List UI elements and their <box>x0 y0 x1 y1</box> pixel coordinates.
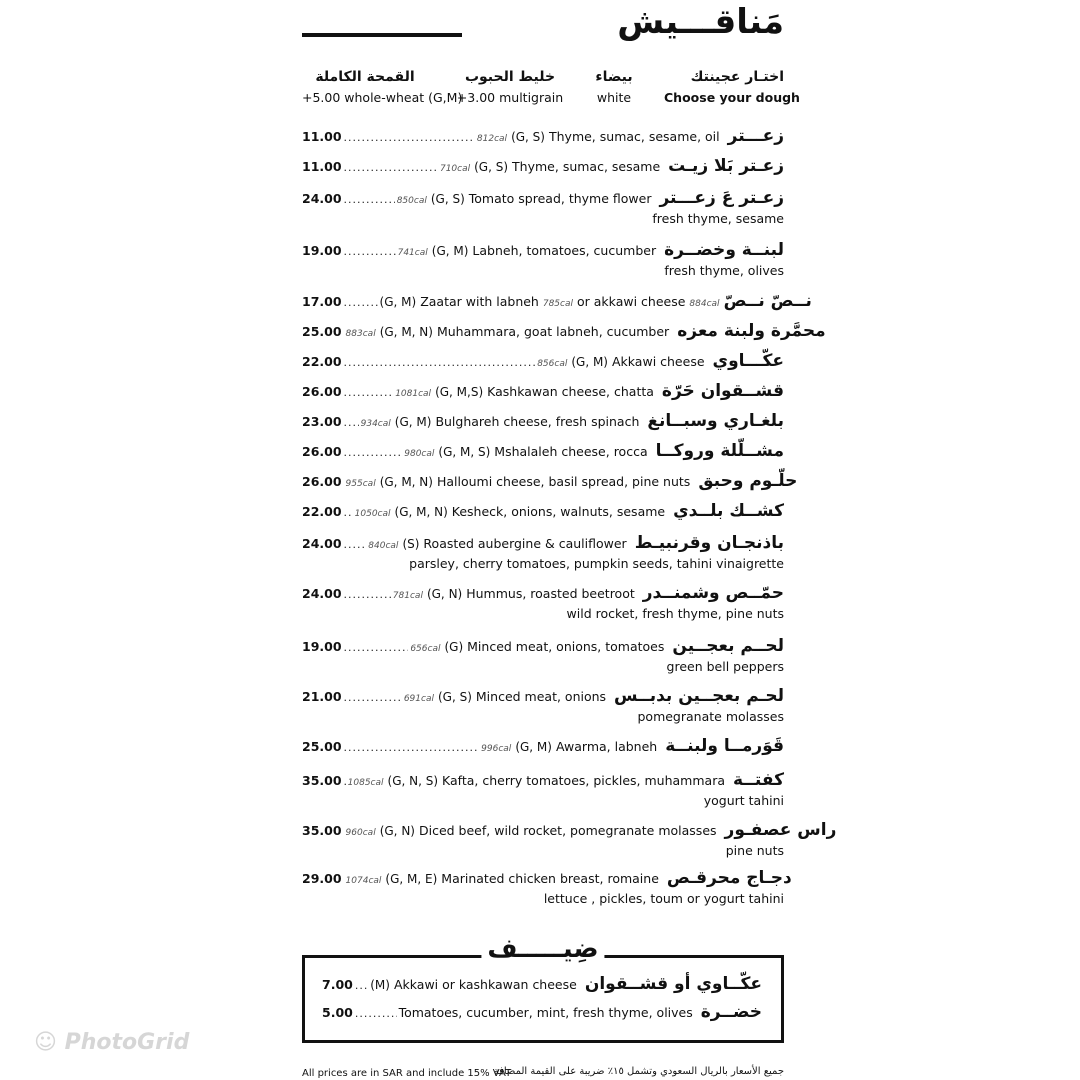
item-description: Roasted aubergine & cauliflower <box>423 536 627 551</box>
menu-item <box>302 439 784 463</box>
menu-title-block <box>302 2 784 42</box>
menu-item <box>302 531 784 573</box>
menu-item <box>302 866 792 908</box>
item-description-cont: parsley, cherry tomatoes, pumpkin seeds, tahini vinaigrette <box>409 556 784 571</box>
item-price: 22.00 <box>302 354 342 369</box>
item-name: لبنــة وخضــرة <box>664 240 784 260</box>
title-rule <box>302 33 462 37</box>
item-price: 22.00 <box>302 504 342 519</box>
footer-vat-note-en: All prices are in SAR and include 15% VAT <box>302 1068 512 1079</box>
menu-item <box>302 684 784 726</box>
dot-leader <box>344 156 438 180</box>
item-calories: 710cal <box>439 164 471 174</box>
guest-item <box>322 972 762 996</box>
item-description: Bulghareh cheese, fresh spinach <box>435 414 640 429</box>
item-price: 7.00 <box>322 977 353 992</box>
item-name: حمّــص وشمنــدر <box>642 583 784 603</box>
dough-option-ar: القمحة الكاملة <box>315 69 415 85</box>
dough-option-multigrain <box>454 66 566 108</box>
item-description: Labneh, tomatoes, cucumber <box>472 243 657 258</box>
dot-leader <box>344 686 402 710</box>
item-allergens: (G, M, N) <box>379 325 433 339</box>
item-calories: 996cal <box>481 744 512 754</box>
item-price: 29.00 <box>302 871 342 886</box>
item-description-cont: fresh thyme, sesame <box>652 211 784 226</box>
item-calories: 1050cal <box>354 509 391 519</box>
item-price: 23.00 <box>302 414 342 429</box>
dough-option-whole-wheat <box>302 66 463 108</box>
dough-option-en: +3.00 multigrain <box>456 90 564 105</box>
item-allergens: (S) <box>402 537 420 551</box>
guest-item <box>322 1000 762 1024</box>
item-allergens: (G, N) <box>426 587 463 601</box>
dot-leader <box>355 974 368 998</box>
dot-leader <box>344 351 536 375</box>
item-description: Zaatar with labneh <box>420 294 539 309</box>
item-calories: 840cal <box>368 541 399 551</box>
item-allergens: (G, M, N) <box>394 505 448 519</box>
item-name: لحــم بعجــين <box>672 636 784 656</box>
guest-section <box>302 955 784 1043</box>
item-allergens: (G, N) <box>379 824 415 838</box>
item-name: لحـم بعجــين بدبــس <box>614 686 784 706</box>
menu-item <box>302 581 784 623</box>
item-name: مشــلّلة وروكــا <box>655 441 784 461</box>
dot-leader <box>344 583 391 607</box>
item-price: 35.00 <box>302 823 342 838</box>
item-description: Diced beef, wild rocket, pomegranate molasses <box>418 823 717 838</box>
dot-leader <box>344 291 378 315</box>
item-name: زعـتر بَلا زيـت <box>668 156 784 176</box>
item-allergens: (G, M) <box>571 355 608 369</box>
item-calories: 960cal <box>345 828 376 838</box>
item-price: 25.00 <box>302 324 342 339</box>
item-calories: 955cal <box>345 479 376 489</box>
item-price: 19.00 <box>302 639 342 654</box>
dot-leader <box>344 411 359 435</box>
dot-leader <box>344 533 367 557</box>
item-calories: 781cal <box>392 591 423 601</box>
menu-item <box>302 818 837 860</box>
menu-item <box>302 186 784 228</box>
item-description: Awarma, labneh <box>555 739 658 754</box>
item-description: Tomatoes, cucumber, mint, fresh thyme, olives <box>398 1005 693 1020</box>
item-allergens: (G, S) <box>430 192 465 206</box>
menu-title: مَناقـــيش <box>617 2 784 42</box>
item-price: 26.00 <box>302 444 342 459</box>
item-allergens: (G, M, S) <box>438 445 491 459</box>
item-calories: 691cal <box>403 694 434 704</box>
item-allergens: (M) <box>370 978 390 992</box>
item-calories: 741cal <box>397 248 428 258</box>
item-description: Marinated chicken breast, romaine <box>441 871 659 886</box>
dot-leader <box>344 188 395 212</box>
watermark-text: PhotoGrid <box>64 1030 190 1055</box>
item-price: 5.00 <box>322 1005 353 1020</box>
item-allergens: (G, N, S) <box>387 774 439 788</box>
item-price: 21.00 <box>302 689 342 704</box>
dot-leader <box>344 736 480 760</box>
item-description: Muhammara, goat labneh, cucumber <box>436 324 670 339</box>
dot-leader <box>344 441 403 465</box>
item-calories: 785cal <box>542 299 574 309</box>
item-price: 11.00 <box>302 129 342 144</box>
item-price: 25.00 <box>302 739 342 754</box>
item-calories: 850cal <box>396 196 427 206</box>
item-description-cont: pomegranate molasses <box>637 709 784 724</box>
item-allergens: (G, M, N) <box>379 475 433 489</box>
item-calories: 883cal <box>345 329 376 339</box>
item-name: باذنجـان وقرنبيـط <box>634 533 784 553</box>
item-price: 26.00 <box>302 384 342 399</box>
item-description: Tomato spread, thyme flower <box>468 191 652 206</box>
item-description: Minced meat, onions, tomatoes <box>467 639 665 654</box>
menu-item <box>302 734 784 758</box>
item-description-cont: lettuce , pickles, toum or yogurt tahini <box>543 891 784 906</box>
item-name: حلّـوم وحبق <box>698 471 798 491</box>
item-price: 24.00 <box>302 536 342 551</box>
dot-leader <box>344 501 353 525</box>
item-calories: 980cal <box>404 449 435 459</box>
menu-item <box>302 409 784 433</box>
dot-leader <box>344 770 346 794</box>
item-name: عكّـــاوي <box>712 351 784 371</box>
dough-heading-ar: اختـار عجينتك <box>690 69 784 85</box>
item-calories: 1085cal <box>347 778 384 788</box>
dot-leader <box>344 381 394 405</box>
item-description: Thyme, sumac, sesame, oil <box>548 129 720 144</box>
item-name: راس عصفـور <box>724 820 837 840</box>
item-name: زعـتر عَ زعـــتر <box>659 188 784 208</box>
dough-option-ar: بيضاء <box>595 69 633 85</box>
item-allergens: (G, M) <box>394 415 432 429</box>
menu-item <box>302 124 784 148</box>
item-name: بلغـاري وسبــانغ <box>647 411 784 431</box>
dot-leader <box>355 1002 397 1026</box>
item-description-alt: or akkawi cheese <box>577 294 686 309</box>
guest-title-block <box>302 934 784 964</box>
item-name: محمَّرة ولبنة معزه <box>677 321 826 341</box>
item-name: زعـــتر <box>727 126 784 146</box>
item-description: Halloumi cheese, basil spread, pine nuts <box>436 474 691 489</box>
item-allergens: (G, S) <box>474 160 509 174</box>
item-description: Kafta, cherry tomatoes, pickles, muhammara <box>442 773 725 788</box>
menu-item <box>302 238 784 280</box>
menu-item <box>302 289 812 313</box>
menu-item <box>302 349 784 373</box>
item-description: Kesheck, onions, walnuts, sesame <box>451 504 666 519</box>
menu-item <box>302 154 784 178</box>
item-calories: 1081cal <box>395 389 432 399</box>
item-allergens: (G, M) <box>431 244 469 258</box>
item-price: 24.00 <box>302 191 342 206</box>
item-calories: 812cal <box>476 134 508 144</box>
item-description-cont: green bell peppers <box>666 659 784 674</box>
item-name: كفتــة <box>733 770 784 790</box>
dough-heading-en: Choose your dough <box>664 90 800 105</box>
menu-item <box>302 469 798 493</box>
dough-option-en: +5.00 whole-wheat (G,M) <box>302 90 463 105</box>
item-allergens: (G, M,S) <box>435 385 484 399</box>
item-description: Thyme, sumac, sesame <box>512 159 661 174</box>
item-description: Mshalaleh cheese, rocca <box>494 444 648 459</box>
dough-option-heading <box>664 66 800 108</box>
item-description: Hummus, roasted beetroot <box>466 586 635 601</box>
dough-option-white <box>584 66 644 108</box>
dough-option-en: white <box>596 90 632 105</box>
item-name: نــصّ نــصّ <box>723 291 812 311</box>
dot-leader <box>344 240 396 264</box>
dot-leader <box>344 126 475 150</box>
item-description: Minced meat, onions <box>475 689 607 704</box>
item-calories: 856cal <box>537 359 568 369</box>
item-allergens: (G, M, E) <box>385 872 438 886</box>
item-description-cont: fresh thyme, olives <box>664 263 784 278</box>
item-price: 35.00 <box>302 773 342 788</box>
dough-options <box>302 66 800 110</box>
menu-item <box>302 768 784 810</box>
item-name: قشــقوان حَرّة <box>661 381 784 401</box>
menu-item <box>302 634 784 676</box>
item-description: Akkawi cheese <box>612 354 705 369</box>
watermark-icon: ☺ <box>34 1030 65 1055</box>
photogrid-watermark <box>34 1030 189 1055</box>
item-description: Kashkawan cheese, chatta <box>487 384 654 399</box>
item-name: كشــك بلــدي <box>673 501 784 521</box>
item-allergens: (G) <box>444 640 464 654</box>
menu-item <box>302 379 784 403</box>
item-name: عكّــاوي أو قشــقوان <box>584 974 762 994</box>
guest-title: ضِيـــــف <box>481 934 604 964</box>
item-calories-alt: 884cal <box>689 299 720 309</box>
menu-item <box>302 499 784 523</box>
item-name: دجـاج محرقـص <box>666 868 792 888</box>
item-allergens: (G, S) <box>437 690 472 704</box>
dough-option-ar: خليط الحبوب <box>464 69 556 85</box>
item-description-cont: wild rocket, fresh thyme, pine nuts <box>566 606 784 621</box>
item-price: 19.00 <box>302 243 342 258</box>
item-price: 24.00 <box>302 586 342 601</box>
dot-leader <box>344 636 409 660</box>
item-allergens: (G, M) <box>379 295 417 309</box>
item-price: 11.00 <box>302 159 342 174</box>
item-description-cont: pine nuts <box>725 843 784 858</box>
item-description: Akkawi or kashkawan cheese <box>393 977 577 992</box>
item-description-cont: yogurt tahini <box>703 793 784 808</box>
item-calories: 1074cal <box>345 876 382 886</box>
item-allergens: (G, S) <box>511 130 545 144</box>
item-name: قَوَرمــا ولبنــة <box>665 736 784 756</box>
item-price: 26.00 <box>302 474 342 489</box>
item-calories: 934cal <box>360 419 391 429</box>
item-price: 17.00 <box>302 294 342 309</box>
item-calories: 656cal <box>410 644 441 654</box>
footer-vat-note-ar: جميع الأسعار بالريال السعودي وتشمل ١٥٪ ضريبة على القيمة المضافة <box>493 1066 784 1077</box>
item-name: خضــرة <box>700 1002 762 1022</box>
menu-item <box>302 319 826 343</box>
item-allergens: (G, M) <box>515 740 552 754</box>
